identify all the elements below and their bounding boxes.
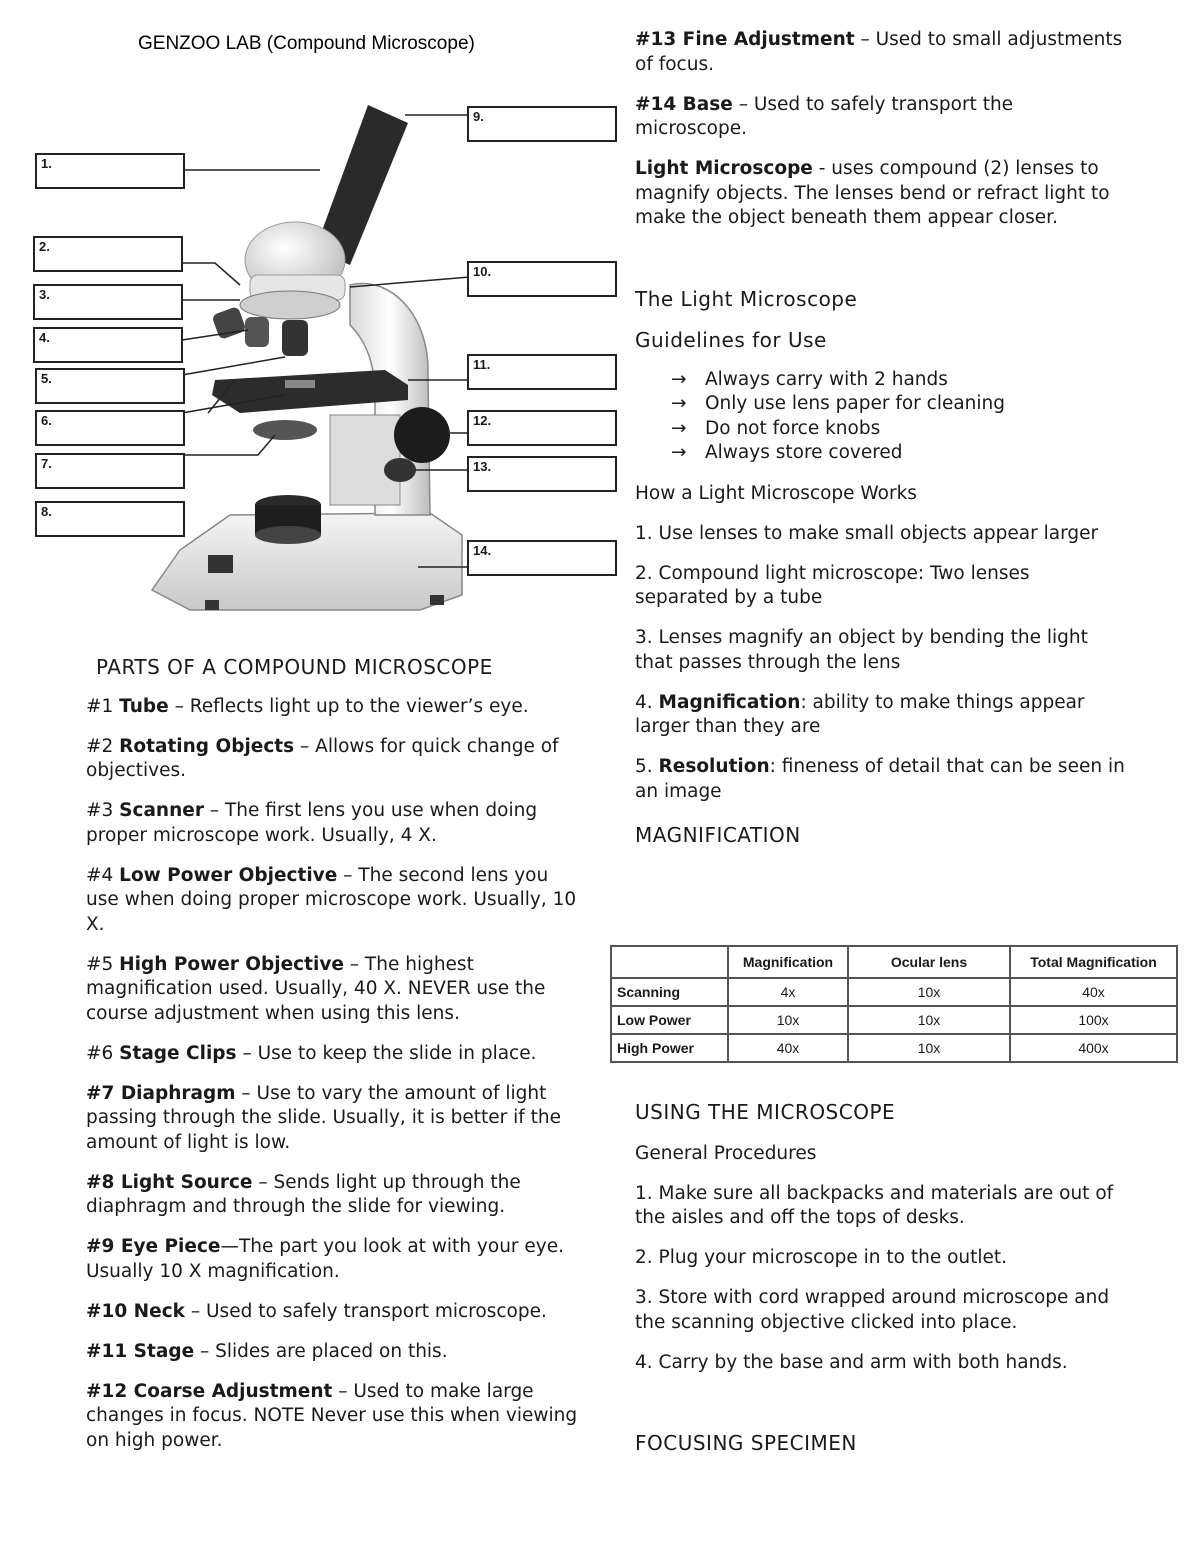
how-item-4: 4. Magnification: ability to make things appear larger than they are bbox=[635, 691, 1085, 737]
guideline-item: → Only use lens paper for cleaning bbox=[671, 392, 1125, 417]
procedure-item-4: 4. Carry by the base and arm with both hands. bbox=[635, 1351, 1068, 1373]
procedure-item-2: 2. Plug your microscope in to the outlet. bbox=[635, 1247, 1008, 1268]
label-box-1[interactable]: 1. bbox=[35, 153, 185, 189]
guidelines-heading: Guidelines for Use bbox=[635, 328, 827, 352]
label-box-5[interactable]: 5. bbox=[35, 368, 185, 404]
label-box-12[interactable]: 12. bbox=[467, 410, 617, 446]
part-item-1: #1 Tube – Reflects light up to the viewer’s eye. bbox=[86, 695, 529, 717]
arrow-icon: → bbox=[671, 442, 687, 463]
parts-section bbox=[86, 655, 586, 1469]
label-box-13[interactable]: 13. bbox=[467, 456, 617, 492]
procedure-item-3: 3. Store with cord wrapped around microscope and the scanning objective clicked into place. bbox=[635, 1287, 1110, 1333]
label-box-14[interactable]: 14. bbox=[467, 540, 617, 576]
procedures-subheading: General Procedures bbox=[635, 1142, 817, 1164]
how-item-5: 5. Resolution: fineness of detail that can be seen in an image bbox=[635, 756, 1125, 802]
label-box-9[interactable]: 9. bbox=[467, 106, 617, 142]
table-cell: 40x bbox=[728, 1034, 848, 1062]
table-row bbox=[611, 1006, 1177, 1034]
magnification-heading: MAGNIFICATION bbox=[635, 823, 801, 847]
label-box-11[interactable]: 11. bbox=[467, 354, 617, 390]
using-section bbox=[635, 1100, 1125, 1471]
page-title: GENZOO LAB (Compound Microscope) bbox=[138, 33, 475, 54]
table-cell: 400x bbox=[1010, 1034, 1177, 1062]
table-cell: Scanning bbox=[611, 978, 728, 1006]
part-item-13: #13 Fine Adjustment – Used to small adjustments of focus. bbox=[635, 29, 1123, 75]
label-box-4[interactable]: 4. bbox=[33, 327, 183, 363]
table-cell: 10x bbox=[848, 1006, 1010, 1034]
how-it-works-heading: How a Light Microscope Works bbox=[635, 482, 917, 504]
part-item-8: #8 Light Source – Sends light up through the diaphragm and through the slide for viewing. bbox=[86, 1171, 521, 1217]
table-cell: 10x bbox=[848, 978, 1010, 1006]
label-box-10[interactable]: 10. bbox=[467, 261, 617, 297]
magnification-table bbox=[610, 945, 1178, 1063]
focusing-heading: FOCUSING SPECIMEN bbox=[635, 1431, 857, 1455]
how-item-1: 1. Use lenses to make small objects appear larger bbox=[635, 522, 1099, 544]
label-box-2[interactable]: 2. bbox=[33, 236, 183, 272]
part-item-7: #7 Diaphragm – Use to vary the amount of light passing through the slide. Usually, it is better if the amount of light is low. bbox=[86, 1082, 562, 1153]
table-cell: 40x bbox=[1010, 978, 1177, 1006]
table-header-cell: Ocular lens bbox=[848, 946, 1010, 978]
part-item-10: #10 Neck – Used to safely transport microscope. bbox=[86, 1300, 547, 1322]
guideline-item: → Do not force knobs bbox=[671, 417, 1125, 442]
table-row bbox=[611, 978, 1177, 1006]
table-row bbox=[611, 1034, 1177, 1062]
how-item-2: 2. Compound light microscope: Two lenses separated by a tube bbox=[635, 562, 1030, 608]
table-cell: Low Power bbox=[611, 1006, 728, 1034]
guideline-item: → Always store covered bbox=[671, 441, 1125, 466]
part-item-3: #3 Scanner – The first lens you use when doing proper microscope work. Usually, 4 X. bbox=[86, 800, 538, 846]
label-box-6[interactable]: 6. bbox=[35, 410, 185, 446]
table-cell: High Power bbox=[611, 1034, 728, 1062]
table-cell: 100x bbox=[1010, 1006, 1177, 1034]
table-cell: 10x bbox=[728, 1006, 848, 1034]
part-item-5: #5 High Power Objective – The highest magnification used. Usually, 40 X. NEVER use the course adjustment when using this lens. bbox=[86, 953, 546, 1024]
how-item-3: 3. Lenses magnify an object by bending the light that passes through the lens bbox=[635, 627, 1088, 673]
guidelines-list bbox=[635, 368, 1125, 466]
procedure-item-1: 1. Make sure all backpacks and materials are out of the aisles and off the tops of desks. bbox=[635, 1182, 1114, 1228]
table-header-cell: Magnification bbox=[728, 946, 848, 978]
light-microscope-definition: Light Microscope - uses compound (2) lenses to magnify objects. The lenses bend or refract light to make the object beneath them appear closer. bbox=[635, 158, 1110, 228]
part-item-4: #4 Low Power Objective – The second lens you use when doing proper microscope work. Usually, 10 X. bbox=[86, 864, 577, 935]
part-item-6: #6 Stage Clips – Use to keep the slide in place. bbox=[86, 1042, 537, 1064]
table-header-row bbox=[611, 946, 1177, 978]
part-item-12: #12 Coarse Adjustment – Used to make large changes in focus. NOTE Never use this when viewing on high power. bbox=[86, 1380, 578, 1451]
right-column bbox=[635, 28, 1125, 863]
arrow-icon: → bbox=[671, 417, 687, 439]
arrow-icon: → bbox=[671, 393, 687, 414]
part-item-2: #2 Rotating Objects – Allows for quick change of objectives. bbox=[86, 735, 559, 781]
label-box-3[interactable]: 3. bbox=[33, 284, 183, 320]
light-microscope-heading: The Light Microscope bbox=[635, 286, 858, 311]
using-heading: USING THE MICROSCOPE bbox=[635, 1100, 896, 1124]
arrow-icon: → bbox=[671, 368, 687, 390]
label-box-8[interactable]: 8. bbox=[35, 501, 185, 537]
guideline-item: → Always carry with 2 hands bbox=[671, 368, 1125, 393]
label-box-7[interactable]: 7. bbox=[35, 453, 185, 489]
table-cell: 10x bbox=[848, 1034, 1010, 1062]
part-item-14: #14 Base – Used to safely transport the microscope. bbox=[635, 93, 1014, 139]
table-header-cell bbox=[611, 946, 728, 978]
table-cell: 4x bbox=[728, 978, 848, 1006]
part-item-9: #9 Eye Piece—The part you look at with your eye. Usually 10 X magnification. bbox=[86, 1236, 564, 1282]
table-header-cell: Total Magnification bbox=[1010, 946, 1177, 978]
part-item-11: #11 Stage – Slides are placed on this. bbox=[86, 1340, 448, 1362]
parts-heading: PARTS OF A COMPOUND MICROSCOPE bbox=[96, 655, 493, 679]
microscope-diagram bbox=[30, 95, 630, 645]
